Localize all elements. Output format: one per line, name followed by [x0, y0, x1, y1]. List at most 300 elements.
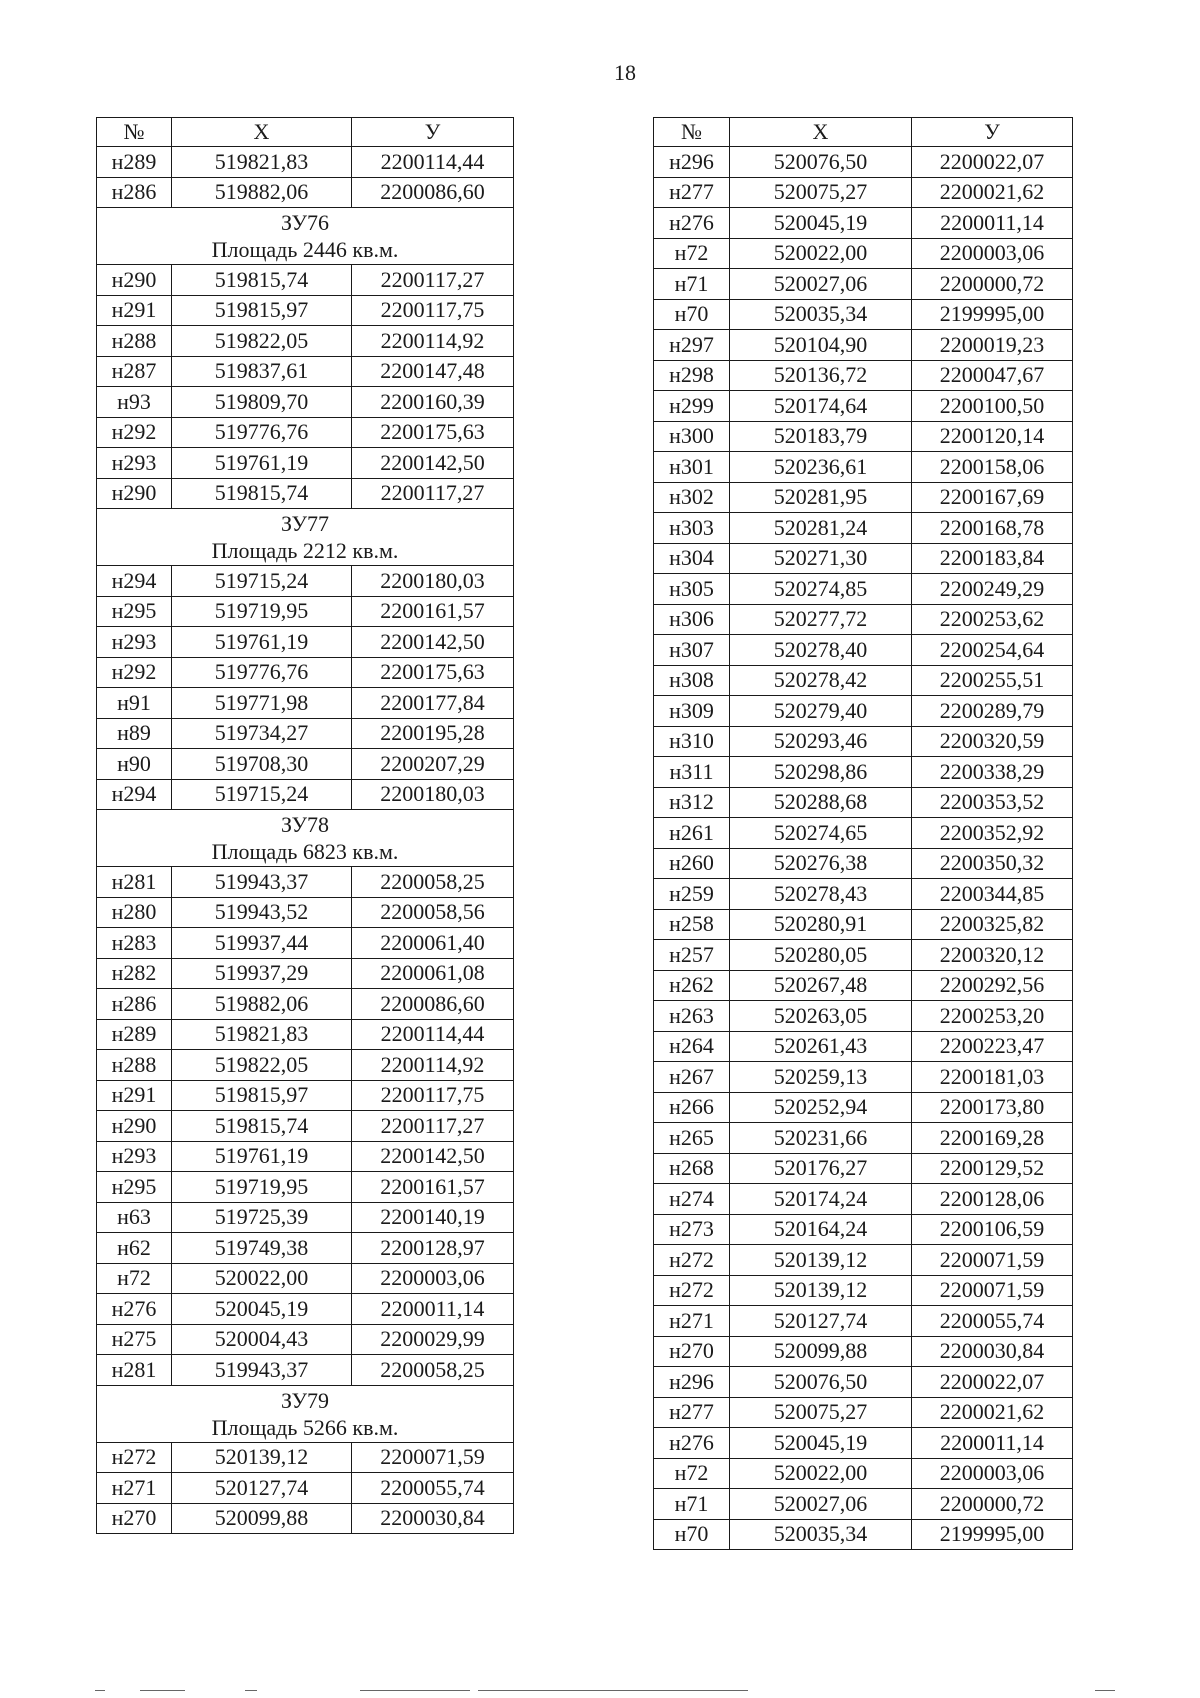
point-number-cell: н309 — [654, 696, 730, 727]
y-coordinate-cell: 2200061,40 — [352, 928, 514, 959]
table-row — [654, 513, 1073, 544]
x-coordinate-cell: 520045,19 — [730, 208, 912, 239]
x-coordinate-cell: 519882,06 — [172, 177, 352, 208]
point-number-cell: н276 — [97, 1294, 172, 1325]
table-row — [654, 848, 1073, 879]
y-coordinate-cell: 2200058,56 — [352, 897, 514, 928]
table-row — [654, 970, 1073, 1001]
y-coordinate-cell: 2200352,92 — [912, 818, 1073, 849]
point-number-cell: н270 — [654, 1336, 730, 1367]
x-coordinate-cell: 520278,42 — [730, 665, 912, 696]
x-coordinate-cell: 520045,19 — [730, 1428, 912, 1459]
y-coordinate-cell: 2200114,44 — [352, 1019, 514, 1050]
point-number-cell: н292 — [97, 657, 172, 688]
point-number-cell: н302 — [654, 482, 730, 513]
y-coordinate-cell: 2200254,64 — [912, 635, 1073, 666]
y-coordinate-cell: 2200120,14 — [912, 421, 1073, 452]
table-row — [654, 482, 1073, 513]
y-coordinate-cell: 2200022,07 — [912, 1367, 1073, 1398]
table-row — [654, 1123, 1073, 1154]
point-number-cell: н257 — [654, 940, 730, 971]
x-coordinate-cell: 520263,05 — [730, 1001, 912, 1032]
point-number-cell: н306 — [654, 604, 730, 635]
point-number-cell: н307 — [654, 635, 730, 666]
y-coordinate-cell: 2200071,59 — [352, 1442, 514, 1473]
y-coordinate-cell: 2200338,29 — [912, 757, 1073, 788]
point-number-cell: н296 — [654, 147, 730, 178]
table-row — [654, 818, 1073, 849]
x-coordinate-cell: 520236,61 — [730, 452, 912, 483]
y-coordinate-cell: 2200114,92 — [352, 326, 514, 357]
x-coordinate-cell: 520281,24 — [730, 513, 912, 544]
table-row — [654, 1367, 1073, 1398]
table-row — [654, 1519, 1073, 1550]
y-coordinate-cell: 2200019,23 — [912, 330, 1073, 361]
x-coordinate-cell: 520274,65 — [730, 818, 912, 849]
point-number-cell: н272 — [654, 1275, 730, 1306]
y-coordinate-cell: 2199995,00 — [912, 299, 1073, 330]
x-coordinate-cell: 520231,66 — [730, 1123, 912, 1154]
table-row — [654, 696, 1073, 727]
point-number-cell: н289 — [97, 147, 172, 178]
point-number-cell: н305 — [654, 574, 730, 605]
y-coordinate-cell: 2200058,25 — [352, 1355, 514, 1386]
point-number-cell: н261 — [654, 818, 730, 849]
table-row — [654, 1275, 1073, 1306]
point-number-cell: н280 — [97, 897, 172, 928]
table-row — [654, 1214, 1073, 1245]
y-coordinate-cell: 2200029,99 — [352, 1324, 514, 1355]
table-row — [97, 1503, 514, 1534]
point-number-cell: н293 — [97, 1141, 172, 1172]
y-coordinate-cell: 2200071,59 — [912, 1275, 1073, 1306]
point-number-cell: н295 — [97, 1172, 172, 1203]
point-number-cell: н308 — [654, 665, 730, 696]
y-coordinate-cell: 2200071,59 — [912, 1245, 1073, 1276]
point-number-cell: н260 — [654, 848, 730, 879]
point-number-cell: н291 — [97, 1080, 172, 1111]
point-number-cell: н72 — [654, 238, 730, 269]
x-coordinate-cell: 520139,12 — [172, 1442, 352, 1473]
table-row — [97, 1172, 514, 1203]
point-number-cell: н63 — [97, 1202, 172, 1233]
point-number-cell: н281 — [97, 1355, 172, 1386]
x-coordinate-cell: 520035,34 — [730, 299, 912, 330]
point-number-cell: н272 — [654, 1245, 730, 1276]
point-number-cell: н70 — [654, 1519, 730, 1550]
y-coordinate-cell: 2200320,12 — [912, 940, 1073, 971]
point-number-cell: н91 — [97, 688, 172, 719]
y-coordinate-cell: 2200011,14 — [912, 1428, 1073, 1459]
point-number-cell: н266 — [654, 1092, 730, 1123]
y-coordinate-cell: 2200003,06 — [912, 238, 1073, 269]
table-row — [97, 1233, 514, 1264]
point-number-cell: н298 — [654, 360, 730, 391]
y-coordinate-cell: 2200114,44 — [352, 147, 514, 178]
x-coordinate-cell: 520281,95 — [730, 482, 912, 513]
point-number-cell: н290 — [97, 265, 172, 296]
x-coordinate-cell: 520045,19 — [172, 1294, 352, 1325]
section-area: Площадь 2446 кв.м. — [211, 237, 399, 262]
x-coordinate-cell: 520183,79 — [730, 421, 912, 452]
x-coordinate-cell: 520027,06 — [730, 269, 912, 300]
x-coordinate-cell: 520075,27 — [730, 177, 912, 208]
y-coordinate-cell: 2200175,63 — [352, 657, 514, 688]
table-row — [97, 779, 514, 810]
x-coordinate-cell: 520099,88 — [730, 1336, 912, 1367]
table-row — [654, 574, 1073, 605]
y-coordinate-cell: 2200253,62 — [912, 604, 1073, 635]
table-row — [654, 940, 1073, 971]
y-coordinate-cell: 2199995,00 — [912, 1519, 1073, 1550]
table-row — [97, 1141, 514, 1172]
table-row — [654, 879, 1073, 910]
table-row — [97, 295, 514, 326]
x-coordinate-cell: 519761,19 — [172, 448, 352, 479]
table-row — [97, 1473, 514, 1504]
table-row — [654, 1062, 1073, 1093]
y-coordinate-cell: 2200255,51 — [912, 665, 1073, 696]
y-coordinate-cell: 2200253,20 — [912, 1001, 1073, 1032]
table-row — [97, 928, 514, 959]
table-row — [654, 360, 1073, 391]
x-coordinate-cell: 520022,00 — [172, 1263, 352, 1294]
point-number-cell: н71 — [654, 269, 730, 300]
y-coordinate-cell: 2200147,48 — [352, 356, 514, 387]
table-row — [97, 989, 514, 1020]
point-number-cell: н293 — [97, 448, 172, 479]
scan-artifact-line — [95, 1690, 105, 1691]
x-coordinate-cell: 519882,06 — [172, 989, 352, 1020]
table-row — [654, 269, 1073, 300]
x-coordinate-cell: 519822,05 — [172, 326, 352, 357]
table-row — [654, 757, 1073, 788]
table-row — [654, 1336, 1073, 1367]
x-coordinate-cell: 520271,30 — [730, 543, 912, 574]
x-coordinate-cell: 519822,05 — [172, 1050, 352, 1081]
x-coordinate-cell: 520252,94 — [730, 1092, 912, 1123]
point-number-cell: н273 — [654, 1214, 730, 1245]
y-coordinate-cell: 2200350,32 — [912, 848, 1073, 879]
y-coordinate-cell: 2200167,69 — [912, 482, 1073, 513]
y-coordinate-cell: 2200128,06 — [912, 1184, 1073, 1215]
y-coordinate-cell: 2200249,29 — [912, 574, 1073, 605]
x-coordinate-cell: 520278,43 — [730, 879, 912, 910]
y-coordinate-cell: 2200086,60 — [352, 177, 514, 208]
point-number-cell: н291 — [97, 295, 172, 326]
y-coordinate-cell: 2200353,52 — [912, 787, 1073, 818]
table-row — [97, 596, 514, 627]
y-coordinate-cell: 2200128,97 — [352, 1233, 514, 1264]
y-coordinate-cell: 2200160,39 — [352, 387, 514, 418]
y-coordinate-cell: 2200117,27 — [352, 265, 514, 296]
x-coordinate-cell: 519943,52 — [172, 897, 352, 928]
table-header-row — [654, 118, 1073, 147]
point-number-cell: н288 — [97, 1050, 172, 1081]
x-coordinate-cell: 520022,00 — [730, 1458, 912, 1489]
point-number-cell: н301 — [654, 452, 730, 483]
x-coordinate-cell: 520293,46 — [730, 726, 912, 757]
y-coordinate-cell: 2200000,72 — [912, 1489, 1073, 1520]
x-coordinate-cell: 520076,50 — [730, 147, 912, 178]
point-number-cell: н264 — [654, 1031, 730, 1062]
y-coordinate-cell: 2200195,28 — [352, 718, 514, 749]
point-number-cell: н277 — [654, 1397, 730, 1428]
y-coordinate-cell: 2200003,06 — [912, 1458, 1073, 1489]
point-number-cell: н312 — [654, 787, 730, 818]
x-coordinate-cell: 520004,43 — [172, 1324, 352, 1355]
x-coordinate-cell: 520035,34 — [730, 1519, 912, 1550]
point-number-cell: н286 — [97, 989, 172, 1020]
x-coordinate-cell: 520174,64 — [730, 391, 912, 422]
table-row — [97, 1263, 514, 1294]
table-row — [97, 448, 514, 479]
x-coordinate-cell: 519776,76 — [172, 417, 352, 448]
x-coordinate-cell: 519725,39 — [172, 1202, 352, 1233]
point-number-cell: н262 — [654, 970, 730, 1001]
table-row — [654, 665, 1073, 696]
section-cell — [97, 1385, 514, 1442]
table-row — [654, 1031, 1073, 1062]
table-row — [654, 1306, 1073, 1337]
y-coordinate-cell: 2200000,72 — [912, 269, 1073, 300]
point-number-cell: н293 — [97, 627, 172, 658]
y-coordinate-cell: 2200011,14 — [912, 208, 1073, 239]
point-number-cell: н294 — [97, 566, 172, 597]
table-row — [654, 1397, 1073, 1428]
y-coordinate-cell: 2200142,50 — [352, 448, 514, 479]
table-row — [654, 635, 1073, 666]
table-row — [654, 726, 1073, 757]
section-row — [97, 509, 514, 566]
table-row — [97, 718, 514, 749]
table-row — [97, 1324, 514, 1355]
table-row — [654, 1184, 1073, 1215]
y-coordinate-cell: 2200292,56 — [912, 970, 1073, 1001]
table-row — [654, 1153, 1073, 1184]
x-coordinate-cell: 519771,98 — [172, 688, 352, 719]
x-coordinate-cell: 519719,95 — [172, 596, 352, 627]
scan-artifact-line — [360, 1690, 470, 1691]
x-coordinate-cell: 520136,72 — [730, 360, 912, 391]
point-number-cell: н268 — [654, 1153, 730, 1184]
x-coordinate-cell: 519937,44 — [172, 928, 352, 959]
table-row — [97, 958, 514, 989]
section-cell — [97, 208, 514, 265]
y-coordinate-cell: 2200022,07 — [912, 147, 1073, 178]
table-row — [97, 478, 514, 509]
point-number-cell: н71 — [654, 1489, 730, 1520]
x-coordinate-cell: 519761,19 — [172, 627, 352, 658]
x-coordinate-cell: 520279,40 — [730, 696, 912, 727]
point-number-cell: н271 — [654, 1306, 730, 1337]
point-number-cell: н62 — [97, 1233, 172, 1264]
section-area: Площадь 5266 кв.м. — [211, 1414, 399, 1440]
coordinates-table-right — [653, 117, 1073, 1550]
table-row — [654, 208, 1073, 239]
y-coordinate-cell: 2200223,47 — [912, 1031, 1073, 1062]
table-row — [97, 897, 514, 928]
y-coordinate-cell: 2200207,29 — [352, 749, 514, 780]
column-header-number: № — [654, 118, 730, 147]
x-coordinate-cell: 519937,29 — [172, 958, 352, 989]
point-number-cell: н271 — [97, 1473, 172, 1504]
point-number-cell: н297 — [654, 330, 730, 361]
point-number-cell: н311 — [654, 757, 730, 788]
point-number-cell: н70 — [654, 299, 730, 330]
point-number-cell: н267 — [654, 1062, 730, 1093]
table-row — [654, 1092, 1073, 1123]
point-number-cell: н90 — [97, 749, 172, 780]
table-row — [97, 749, 514, 780]
page-number: 18 — [614, 60, 636, 85]
scan-artifact-line — [478, 1690, 748, 1691]
point-number-cell: н282 — [97, 958, 172, 989]
column-header-x: X — [172, 118, 352, 147]
table-row — [654, 238, 1073, 269]
y-coordinate-cell: 2200183,84 — [912, 543, 1073, 574]
table-row — [97, 867, 514, 898]
x-coordinate-cell: 519815,97 — [172, 1080, 352, 1111]
section-area: Площадь 6823 кв.м. — [211, 839, 399, 864]
point-number-cell: н289 — [97, 1019, 172, 1050]
column-header-x: X — [730, 118, 912, 147]
y-coordinate-cell: 2200161,57 — [352, 596, 514, 627]
table-row — [97, 657, 514, 688]
table-row — [97, 417, 514, 448]
point-number-cell: н296 — [654, 1367, 730, 1398]
table-row — [97, 1050, 514, 1081]
table-row — [654, 421, 1073, 452]
scan-artifact-line — [140, 1690, 185, 1691]
point-number-cell: н292 — [97, 417, 172, 448]
table-row — [654, 1428, 1073, 1459]
section-cell — [97, 509, 514, 566]
table-row — [654, 391, 1073, 422]
point-number-cell: н72 — [97, 1263, 172, 1294]
point-number-cell: н281 — [97, 867, 172, 898]
table-row — [654, 1489, 1073, 1520]
y-coordinate-cell: 2200168,78 — [912, 513, 1073, 544]
y-coordinate-cell: 2200158,06 — [912, 452, 1073, 483]
point-number-cell: н304 — [654, 543, 730, 574]
point-number-cell: н310 — [654, 726, 730, 757]
point-number-cell: н270 — [97, 1503, 172, 1534]
section-name: ЗУ77 — [280, 511, 330, 536]
scan-artifact-line — [245, 1690, 257, 1691]
x-coordinate-cell: 520298,86 — [730, 757, 912, 788]
section-name: ЗУ79 — [280, 1387, 330, 1413]
y-coordinate-cell: 2200021,62 — [912, 1397, 1073, 1428]
point-number-cell: н258 — [654, 909, 730, 940]
x-coordinate-cell: 520164,24 — [730, 1214, 912, 1245]
point-number-cell: н274 — [654, 1184, 730, 1215]
table-row — [654, 1001, 1073, 1032]
point-number-cell: н303 — [654, 513, 730, 544]
x-coordinate-cell: 519776,76 — [172, 657, 352, 688]
x-coordinate-cell: 520274,85 — [730, 574, 912, 605]
point-number-cell: н275 — [97, 1324, 172, 1355]
y-coordinate-cell: 2200344,85 — [912, 879, 1073, 910]
x-coordinate-cell: 520104,90 — [730, 330, 912, 361]
table-header-row — [97, 118, 514, 147]
x-coordinate-cell: 520022,00 — [730, 238, 912, 269]
x-coordinate-cell: 519715,24 — [172, 566, 352, 597]
table-row — [97, 147, 514, 178]
section-name: ЗУ76 — [280, 210, 330, 235]
y-coordinate-cell: 2200161,57 — [352, 1172, 514, 1203]
x-coordinate-cell: 520276,38 — [730, 848, 912, 879]
table-row — [97, 566, 514, 597]
x-coordinate-cell: 519815,97 — [172, 295, 352, 326]
table-row — [97, 1111, 514, 1142]
x-coordinate-cell: 519837,61 — [172, 356, 352, 387]
x-coordinate-cell: 519715,24 — [172, 779, 352, 810]
x-coordinate-cell: 520127,74 — [730, 1306, 912, 1337]
point-number-cell: н299 — [654, 391, 730, 422]
x-coordinate-cell: 520139,12 — [730, 1245, 912, 1276]
x-coordinate-cell: 520127,74 — [172, 1473, 352, 1504]
table-row — [97, 1355, 514, 1386]
y-coordinate-cell: 2200129,52 — [912, 1153, 1073, 1184]
x-coordinate-cell: 519821,83 — [172, 147, 352, 178]
x-coordinate-cell: 520278,40 — [730, 635, 912, 666]
section-name: ЗУ78 — [280, 812, 330, 837]
coordinates-table-left — [96, 117, 514, 1534]
y-coordinate-cell: 2200140,19 — [352, 1202, 514, 1233]
table-row — [97, 688, 514, 719]
x-coordinate-cell: 520259,13 — [730, 1062, 912, 1093]
table-row — [97, 1080, 514, 1111]
y-coordinate-cell: 2200058,25 — [352, 867, 514, 898]
y-coordinate-cell: 2200117,27 — [352, 1111, 514, 1142]
table-row — [97, 1019, 514, 1050]
point-number-cell: н89 — [97, 718, 172, 749]
column-header-y: У — [912, 118, 1073, 147]
y-coordinate-cell: 2200030,84 — [352, 1503, 514, 1534]
table-row — [654, 604, 1073, 635]
x-coordinate-cell: 520076,50 — [730, 1367, 912, 1398]
x-coordinate-cell: 519815,74 — [172, 265, 352, 296]
table-row — [654, 177, 1073, 208]
point-number-cell: н283 — [97, 928, 172, 959]
y-coordinate-cell: 2200117,27 — [352, 478, 514, 509]
table-row — [654, 452, 1073, 483]
point-number-cell: н300 — [654, 421, 730, 452]
table-row — [97, 265, 514, 296]
table-row — [654, 1458, 1073, 1489]
y-coordinate-cell: 2200175,63 — [352, 417, 514, 448]
x-coordinate-cell: 519761,19 — [172, 1141, 352, 1172]
point-number-cell: н295 — [97, 596, 172, 627]
point-number-cell: н288 — [97, 326, 172, 357]
x-coordinate-cell: 520174,24 — [730, 1184, 912, 1215]
point-number-cell: н265 — [654, 1123, 730, 1154]
y-coordinate-cell: 2200142,50 — [352, 1141, 514, 1172]
x-coordinate-cell: 519815,74 — [172, 1111, 352, 1142]
y-coordinate-cell: 2200180,03 — [352, 779, 514, 810]
point-number-cell: н277 — [654, 177, 730, 208]
y-coordinate-cell: 2200055,74 — [352, 1473, 514, 1504]
y-coordinate-cell: 2200117,75 — [352, 295, 514, 326]
x-coordinate-cell: 519719,95 — [172, 1172, 352, 1203]
x-coordinate-cell: 519708,30 — [172, 749, 352, 780]
y-coordinate-cell: 2200289,79 — [912, 696, 1073, 727]
x-coordinate-cell: 519943,37 — [172, 867, 352, 898]
y-coordinate-cell: 2200142,50 — [352, 627, 514, 658]
y-coordinate-cell: 2200100,50 — [912, 391, 1073, 422]
y-coordinate-cell: 2200173,80 — [912, 1092, 1073, 1123]
